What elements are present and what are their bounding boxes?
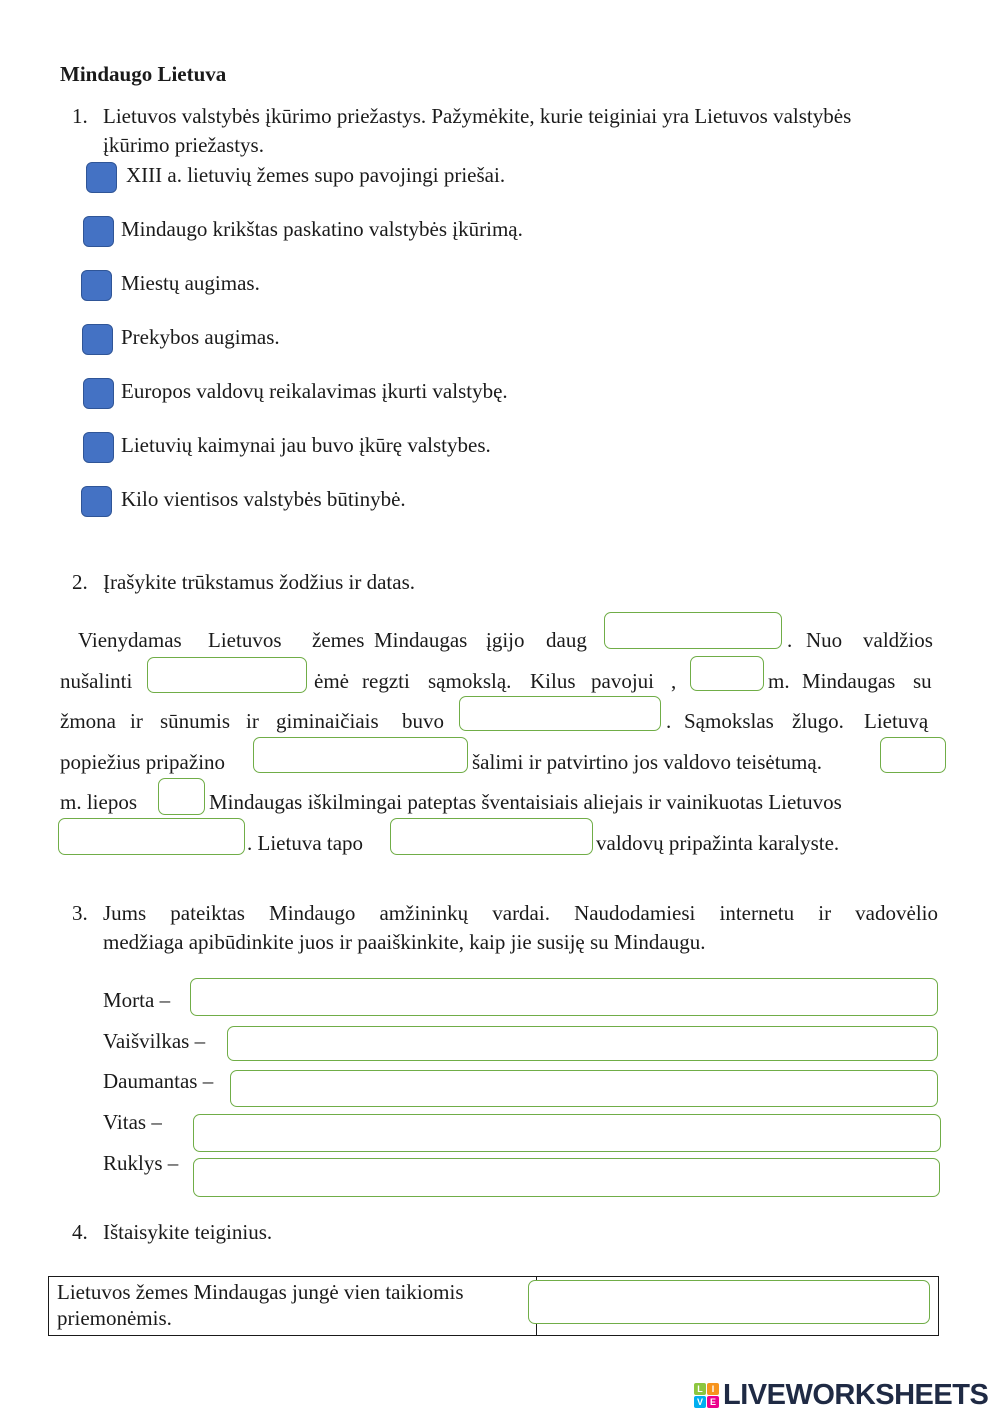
q3-number: 3. [72,901,88,925]
q1-option-label: Miestų augimas. [121,271,260,295]
morta-answer-input[interactable] [190,978,938,1016]
q1-option-checkbox[interactable] [81,270,112,301]
word: regzti [362,669,410,693]
person-label-vaisvilkas: Vaišvilkas – [103,1029,206,1053]
word: m. [768,669,790,693]
q4-instruction: Ištaisykite teiginius. [103,1220,273,1244]
word: žemes [312,628,365,652]
person-label-vitas: Vitas – [103,1110,162,1134]
logo-letter: E [707,1396,719,1408]
answer-input[interactable] [390,818,593,855]
q1-number: 1. [72,104,88,128]
answer-input[interactable] [253,737,468,773]
vaisvilkas-answer-input[interactable] [227,1026,938,1061]
q1-option-checkbox[interactable] [83,216,114,247]
answer-input[interactable] [459,696,661,731]
daumantas-answer-input[interactable] [230,1070,938,1107]
liveworksheets-brand [694,1375,988,1415]
person-label-ruklys: Ruklys – [103,1151,179,1175]
q1-option-checkbox[interactable] [82,324,113,355]
statement-line1: Lietuvos žemes Mindaugas jungė vien taikiomis [57,1280,464,1304]
word: Kilus [530,669,576,693]
q1-text-line2: įkūrimo priežastys. [103,133,264,157]
logo-letter: L [694,1383,706,1395]
word: Nuo [806,628,843,652]
vitas-answer-input[interactable] [193,1114,941,1152]
q1-option-checkbox[interactable] [83,432,114,463]
liveworksheets-logo-icon [694,1383,719,1408]
logo-letter: V [694,1396,706,1408]
word: daug [546,628,587,652]
word: . [666,709,672,733]
ruklys-answer-input[interactable] [193,1158,940,1197]
q3-text-line2: medžiaga apibūdinkite juos ir paaiškinkite, kaip jie susiję su Mindaugu. [103,930,706,954]
q2-paragraph-line4-start: popiežius pripažino [60,750,226,774]
q1-option-label: XIII a. lietuvių žemes supo pavojingi priešai. [126,163,506,187]
q1-option-checkbox[interactable] [83,378,114,409]
answer-input[interactable] [147,657,307,693]
answer-input[interactable] [158,778,205,815]
brand-text: LIVEWORKSHEETS [723,1378,989,1411]
q1-option-label: Prekybos augimas. [121,325,280,349]
q1-option-label: Mindaugo krikštas paskatino valstybės įkūrimą. [121,217,523,241]
page-title: Mindaugo Lietuva [60,62,227,86]
q1-option-label: Europos valdovų reikalavimas įkurti valstybę. [121,379,508,403]
correction-answer-input[interactable] [528,1280,930,1324]
q2-instruction: Įrašykite trūkstamus žodžius ir datas. [103,570,416,594]
answer-input[interactable] [58,818,245,855]
word: Vienydamas [78,628,182,652]
statement-line2: priemonėmis. [57,1306,172,1330]
q1-option-label: Kilo vientisos valstybės būtinybė. [121,487,406,511]
word: Mindaugas [374,628,468,652]
word: nušalinti [60,669,133,693]
word: ėmė [314,669,349,693]
answer-input[interactable] [604,612,782,649]
word: Lietuvą [864,709,929,733]
word: Mindaugas [802,669,896,693]
q3-text-line1: Jums pateiktas Mindaugo amžininkų vardai. Naudodamiesi internetu ir vadovėlio [103,901,938,925]
q2-paragraph-line5-end: Mindaugas iškilmingai pateptas šventaisiais aliejais ir vainikuotas Lietuvos [209,790,842,814]
q2-paragraph-line6-end: valdovų pripažinta karalyste. [596,831,840,855]
q2-paragraph-line5-start: m. liepos [60,790,137,814]
q4-number: 4. [72,1220,88,1244]
q1-option-checkbox[interactable] [86,162,117,193]
q2-number: 2. [72,570,88,594]
word: Lietuvos [208,628,282,652]
q2-paragraph-line4-end: šalimi ir patvirtino jos valdovo teisėtumą. [472,750,822,774]
word: , [671,669,677,693]
word: žmona [60,709,116,733]
q1-option-label: Lietuvių kaimynai jau buvo įkūrę valstybes. [121,433,491,457]
word: įgijo [486,628,525,652]
word: buvo [402,709,444,733]
person-label-daumantas: Daumantas – [103,1069,214,1093]
answer-input[interactable] [690,656,764,691]
word: sąmokslą. [428,669,512,693]
word: žlugo. [792,709,844,733]
logo-letter: I [707,1383,719,1395]
word: Sąmokslas [684,709,774,733]
word: ir [130,709,143,733]
word: giminaičiais [276,709,379,733]
word: sūnumis [160,709,231,733]
person-label-morta: Morta – [103,988,171,1012]
word: valdžios [863,628,933,652]
word: su [913,669,932,693]
answer-input[interactable] [880,737,946,773]
word: ir [246,709,259,733]
word: . [787,628,793,652]
statement-cell [49,1277,537,1336]
q1-text-line1: Lietuvos valstybės įkūrimo priežastys. Pažymėkite, kurie teiginiai yra Lietuvos valstybės [103,104,852,128]
word: pavojui [591,669,654,693]
q2-paragraph-line6-middle: . Lietuva tapo [247,831,364,855]
q1-option-checkbox[interactable] [81,486,112,517]
